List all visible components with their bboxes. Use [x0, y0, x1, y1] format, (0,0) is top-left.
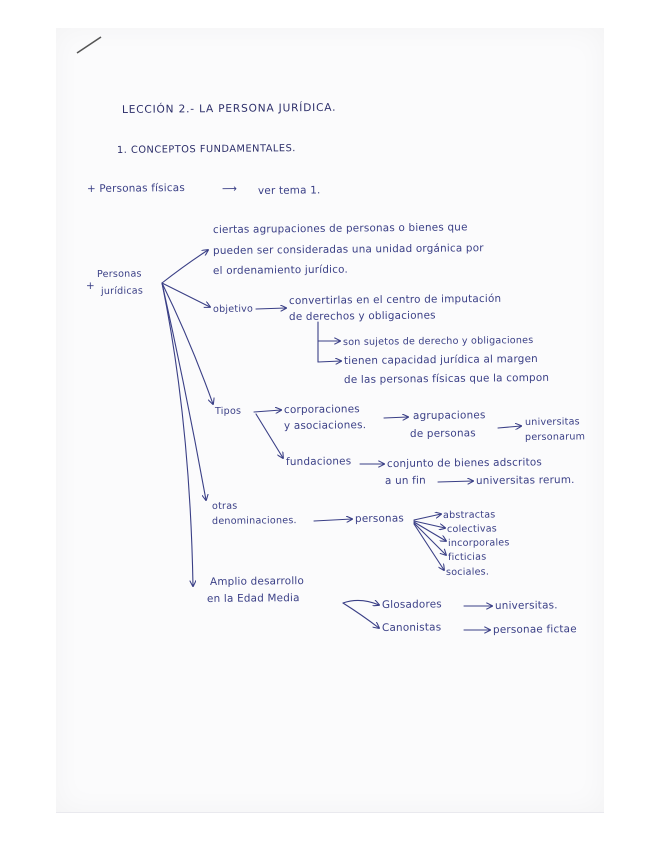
objetivo-text-line1: convertirlas en el centro de imputación: [288, 292, 502, 307]
tipos-label: Tipos: [214, 405, 242, 417]
universitas-personarum-line1: universitas: [524, 416, 580, 428]
fundaciones-label: fundaciones: [285, 455, 352, 468]
agrupaciones-line1: agrupaciones: [412, 409, 486, 422]
glosadores-label: Glosadores: [381, 598, 442, 611]
section-heading: 1. CONCEPTOS FUNDAMENTALES.: [116, 143, 296, 156]
amplio-line1: Amplio desarrollo: [209, 575, 305, 588]
page-edge: [56, 812, 604, 813]
objetivo-sub2-line2: de las personas físicas que la compon: [343, 371, 550, 386]
fisicas-arrow: ⟶: [221, 182, 238, 195]
objetivo-sub1: son sujetos de derecho y obligaciones: [342, 335, 534, 348]
agrupaciones-line2: de personas: [409, 427, 476, 440]
fundaciones-text-line1: conjunto de bienes adscritos: [386, 456, 543, 470]
fundaciones-text-line2: a un fin: [384, 474, 426, 487]
corporaciones-line1: corporaciones: [283, 403, 360, 416]
denominacion-sociales: sociales.: [445, 566, 490, 578]
universitas-rerum: universitas rerum.: [475, 473, 575, 487]
objetivo-sub2-line1: tienen capacidad jurídica al margen: [343, 352, 538, 367]
juridicas-label-line2: jurídicas: [100, 285, 144, 297]
otras-personas: personas: [354, 512, 405, 525]
fisicas-target: ver tema 1.: [257, 184, 321, 197]
corporaciones-line2: y asociaciones.: [283, 419, 367, 432]
definition-line1: ciertas agrupaciones de personas o bienes que: [212, 221, 468, 236]
universitas-personarum-line2: personarum: [524, 431, 586, 443]
canonistas-target: personae fictae: [492, 623, 577, 636]
otras-label-line2: denominaciones.: [211, 515, 297, 527]
denominacion-abstractas: abstractas: [442, 509, 496, 521]
canonistas-label: Canonistas: [381, 621, 442, 634]
lesson-title: LECCIÓN 2.- LA PERSONA JURÍDICA.: [121, 101, 337, 116]
definition-line3: el ordenamiento jurídico.: [212, 263, 349, 277]
juridicas-plus: +: [85, 279, 95, 292]
objetivo-label: objetivo: [212, 303, 254, 315]
denominacion-ficticias: ficticias: [447, 551, 487, 563]
glosadores-target: universitas.: [494, 599, 558, 612]
otras-label-line1: otras: [211, 500, 238, 512]
amplio-line2: en la Edad Media: [206, 592, 300, 605]
pen-stroke-mark: [75, 35, 103, 55]
denominacion-incorporales: incorporales: [447, 537, 510, 549]
denominacion-colectivas: colectivas: [446, 523, 498, 535]
juridicas-label-line1: Personas: [96, 268, 142, 280]
definition-line2: pueden ser consideradas una unidad orgánica por: [212, 242, 484, 257]
personas-fisicas-label: + Personas físicas: [86, 181, 186, 195]
objetivo-text-line2: de derechos y obligaciones: [288, 309, 436, 323]
